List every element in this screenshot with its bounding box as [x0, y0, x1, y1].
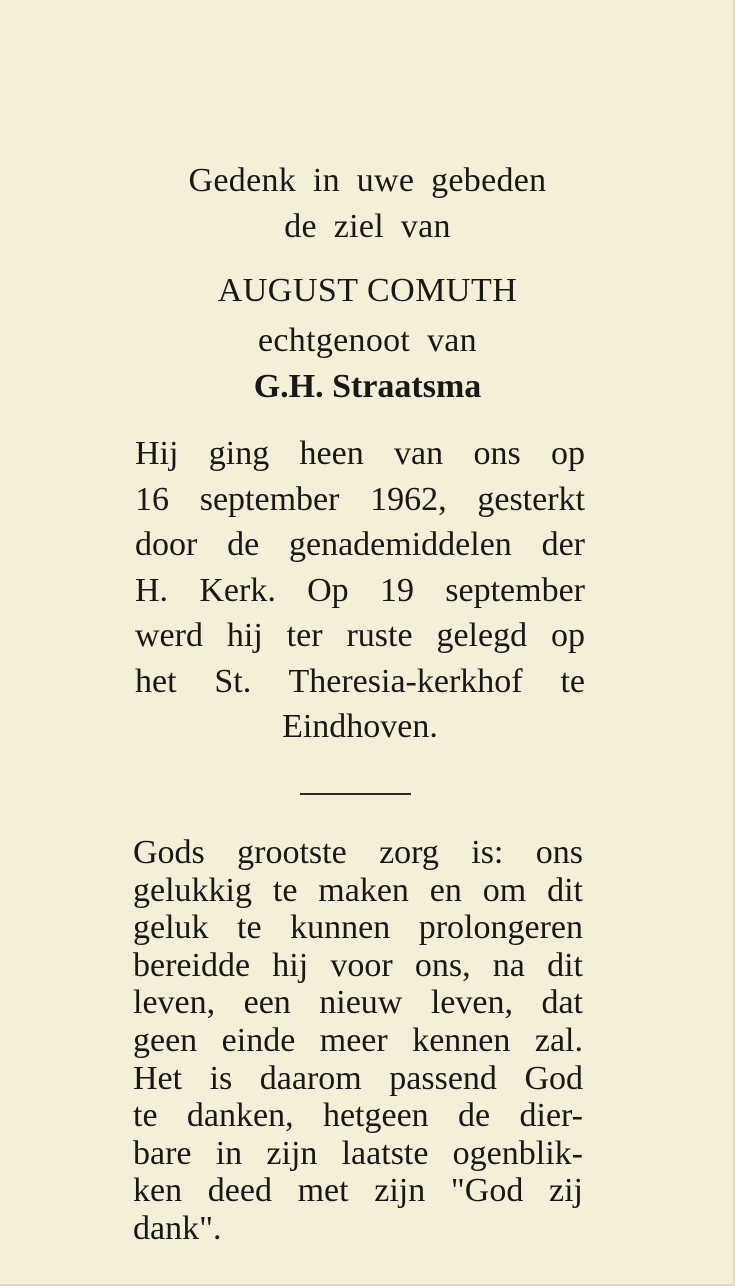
reflection-line: Het is daarom passend God: [133, 1059, 583, 1097]
announcement-paragraph: [135, 431, 585, 750]
reflection-line: bereidde hij voor ons, na dit: [133, 946, 583, 984]
announcement-line: 16 september 1962, gesterkt: [135, 480, 585, 518]
announcement-line: Eindhoven.: [282, 708, 438, 745]
reflection-line: gelukkig te maken en om dit: [133, 871, 583, 909]
announcement-line: Hij ging heen van ons op: [135, 435, 585, 472]
reflection-line: bare in zijn laatste ogenblik-: [133, 1134, 583, 1172]
reflection-line: leven, een nieuw leven, dat: [133, 984, 583, 1022]
spouse-name: G.H. Straatsma: [253, 368, 482, 405]
reflection-line: Gods grootste zorg is: ons: [133, 834, 583, 871]
reflection-line: dank".: [133, 1209, 222, 1247]
reflection-paragraph: [133, 834, 583, 1248]
divider-rule: [300, 793, 411, 795]
invocation-line-1: Gedenk in uwe gebeden: [188, 162, 547, 199]
relation-text: echtgenoot van: [258, 322, 477, 359]
reflection-line: te danken, hetgeen de dier-: [133, 1097, 583, 1135]
reflection-line: geluk te kunnen prolongeren: [133, 909, 583, 947]
deceased-name: AUGUST COMUTH: [217, 272, 518, 309]
invocation-line-2: de ziel van: [284, 208, 451, 245]
reflection-line: ken deed met zijn "God zij: [133, 1172, 583, 1210]
announcement-line: H. Kerk. Op 19 september: [135, 571, 585, 609]
announcement-line: werd hij ter ruste gelegd op: [135, 617, 585, 654]
announcement-line: het St. Theresia-kerkhof te: [135, 662, 585, 700]
announcement-line: door de genademiddelen der: [135, 526, 585, 563]
reflection-line: geen einde meer kennen zal.: [133, 1021, 583, 1059]
